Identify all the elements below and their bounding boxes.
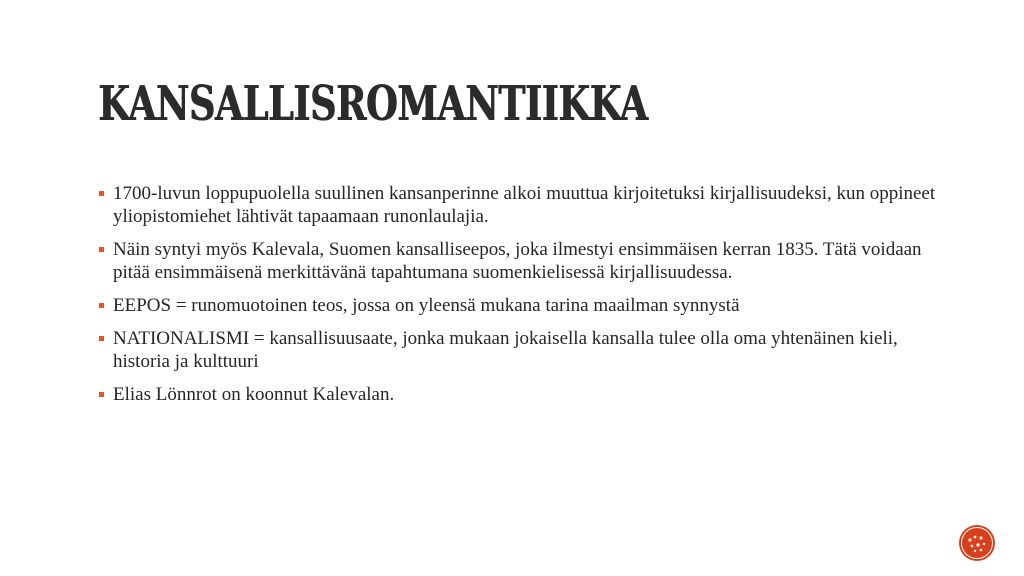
bullet-item bbox=[96, 294, 946, 317]
bullet-text: 1700-luvun loppupuolella suullinen kansanperinne alkoi muuttua kirjoitetuksi kirjallisuudeksi, kun oppineet yliopistomiehet lähtivät tapaamaan runonlaulajia. bbox=[113, 183, 936, 227]
bullet-list bbox=[96, 182, 946, 416]
bullet-text: Elias Lönnrot on koonnut Kalevalan. bbox=[113, 384, 395, 405]
square-bullet-icon bbox=[96, 182, 113, 205]
square-bullet-icon bbox=[96, 238, 113, 261]
bullet-text: EEPOS = runomuotoinen teos, jossa on yleensä mukana tarina maailman synnystä bbox=[113, 295, 740, 316]
bullet-item bbox=[96, 182, 946, 228]
square-bullet-icon bbox=[96, 294, 113, 317]
bullet-item bbox=[96, 327, 946, 373]
presenter-logo-icon bbox=[958, 524, 996, 562]
bullet-text: NATIONALISMI = kansallisuusaate, jonka mukaan jokaisella kansalla tulee olla oma yhtenäinen kieli, historia ja kulttuuri bbox=[113, 328, 898, 372]
square-bullet-icon bbox=[96, 383, 113, 406]
bullet-item bbox=[96, 238, 946, 284]
bullet-item bbox=[96, 383, 946, 406]
bullet-text: Näin syntyi myös Kalevala, Suomen kansalliseepos, joka ilmestyi ensimmäisen kerran 1835. Tätä voidaan pitää ensimmäisenä merkittävänä tapahtumana suomenkielisessä kirjallisuudessa. bbox=[113, 239, 922, 283]
square-bullet-icon bbox=[96, 327, 113, 350]
slide-title: KANSALLISROMANTIIKKA bbox=[98, 76, 648, 132]
